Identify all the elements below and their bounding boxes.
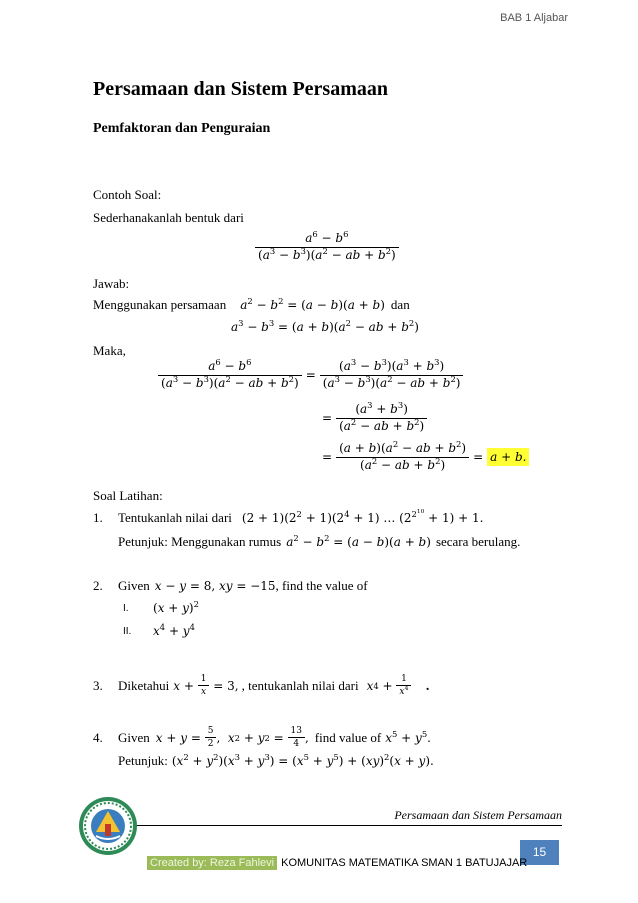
exercise-3-number: 3.: [93, 677, 103, 693]
exercise-3-target: x 4 + $\frac{1}{x^4}$ .: [366, 674, 430, 698]
footer-divider: [118, 825, 562, 826]
exercise-4-find: find value of: [314, 729, 382, 745]
exercise-1-hint: [118, 534, 520, 550]
exercise-4-number: 4.: [93, 729, 103, 745]
school-logo: [78, 796, 138, 856]
exercise-3: [93, 674, 430, 698]
exercise-2-given: Given: [118, 578, 150, 593]
then-text: Maka,: [93, 343, 126, 358]
and-text: dan: [390, 297, 410, 312]
exercise-2: [93, 578, 368, 594]
example-label: Contoh Soal:: [93, 187, 162, 202]
exercise-1-hint-prefix: Petunjuk: Menggunakan rumus: [118, 534, 282, 549]
exercise-2-sub-2-expression: $x^4 + y^4$: [153, 622, 195, 638]
result-highlight: a + b.: [487, 448, 529, 466]
identity-line: [93, 297, 410, 313]
identity-diff-cubes: $a^3 - b^3 = (a + b)(a^2$ − ab + $b^2$): [231, 318, 419, 334]
exercises-label: Soal Latihan:: [93, 488, 163, 503]
section-subtitle: Pemfaktoran dan Penguraian: [93, 121, 271, 136]
exercise-3-mid: , tentukanlah nilai dari: [241, 677, 359, 693]
footer-credit-line: [147, 856, 527, 870]
exercise-2-number: 2.: [93, 578, 103, 593]
exercise-1-hint-formula: $a^2 - b^2 = (a - b)(a + b)$: [286, 533, 431, 549]
exercise-3-condition: x + $\frac{1}{x}$ = 3,: [173, 674, 239, 698]
exercise-2-sub-2-number: II.: [123, 625, 132, 637]
exercise-1-text: Tentukanlah nilai dari: [118, 510, 232, 525]
exercise-4-target: $x^5 + y^5$.: [385, 728, 431, 745]
exercise-2-sub-1-expression: $(x + y)^2$: [153, 599, 199, 615]
exercise-4-hint: [118, 753, 434, 769]
exercise-4-hint-formula: $(x^2 + y^2)(x^3 + y^3) = (x^5 + y^5) + (xy)^2(x + y)$.: [171, 752, 434, 768]
exercise-4-condition: x + y = $\frac{5}{2}$ , x 2 + y 2 = $\frac{13}{4}$ ,: [155, 726, 309, 750]
derivation-step-2: = $\frac{(a^3 + b^3)}{(a^2 - ab + b^2)}$: [322, 403, 427, 434]
page-title: Persamaan dan Sistem Persamaan: [93, 78, 388, 100]
exercise-4-given: Given: [118, 729, 150, 745]
identity-diff-squares: $a^2 - b^2 = (a - b)(a + b)$: [240, 296, 385, 312]
exercise-2-sub-1: [123, 601, 199, 615]
answer-label: Jawab:: [93, 276, 130, 291]
exercise-1-expression: $(2 + 1)(2^2 + 1)(2^4 + 1)$ … $(2^{2^{10}} + 1) + 1$.: [241, 509, 484, 525]
example-fraction: $\frac{a^6 - b^6}{(a^3 - b^3)(a^2 - ab + b^2)}$: [255, 232, 399, 263]
exercise-2-sub-1-number: I.: [123, 602, 129, 614]
exercise-2-find: , find the value of: [275, 578, 368, 593]
using-text: Menggunakan persamaan: [93, 297, 227, 312]
chapter-header: BAB 1 Aljabar: [500, 12, 568, 24]
footer-section-title: Persamaan dan Sistem Persamaan: [394, 808, 562, 822]
example-instruction: Sederhanakanlah bentuk dari: [93, 210, 244, 225]
credit-badge: Created by: Reza Fahlevi: [147, 856, 277, 870]
community-name: KOMUNITAS MATEMATIKA SMAN 1 BATUJAJAR: [281, 857, 528, 869]
exercise-2-sub-2: [123, 624, 195, 638]
exercise-1-number: 1.: [93, 510, 103, 525]
exercise-2-condition: x − y = 8, xy = −15: [154, 579, 276, 593]
exercise-3-text: Diketahui: [118, 677, 170, 693]
exercise-1-hint-suffix: secara berulang.: [435, 534, 521, 549]
derivation-step-3: = $\frac{(a + b)(a^2 - ab + b^2)}{(a^2 - ab + b^2)}$ = a + b.: [322, 442, 529, 473]
exercise-1: [93, 510, 483, 526]
exercise-4: [93, 726, 431, 750]
page-number: 15: [532, 845, 547, 859]
exercise-4-hint-prefix: Petunjuk:: [118, 753, 168, 768]
derivation-step-1: $\frac{a^6 - b^6}{(a^3 - b^3)(a^2 - ab + b^2)}$ = $\frac{(a^3 - b^3)(a^3 + b^3)}{(a^3 - b^3)(a^2 - ab + b^2)}$: [158, 360, 463, 391]
